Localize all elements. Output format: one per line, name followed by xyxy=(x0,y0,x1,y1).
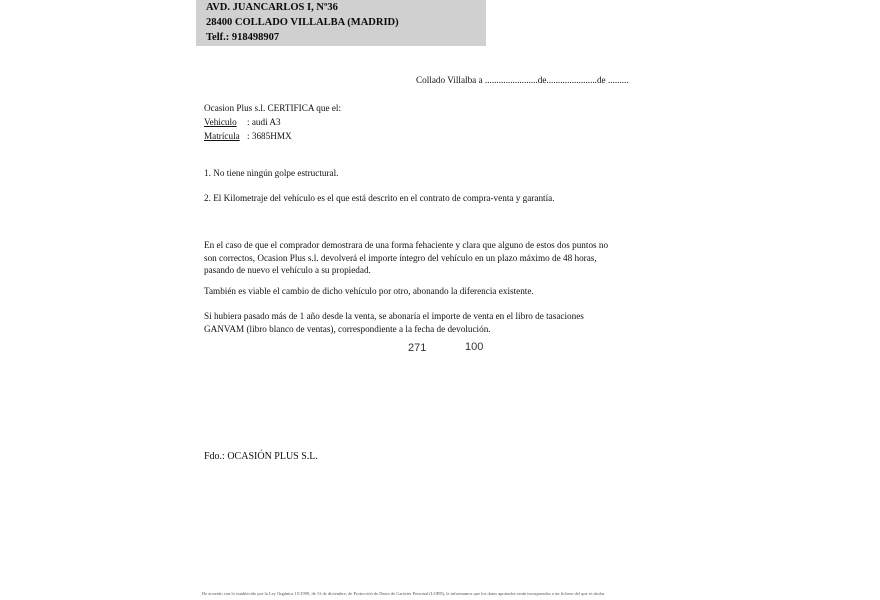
vehicle-row xyxy=(204,117,281,127)
legal-footer: De acuerdo con lo establecido por la Ley Orgánica 15/1999, de 13 de diciembre, de Protección de Datos de Carácter Personal (LOPD), le informamos que los datos aportados serán incorporados a un fichero del que es titular xyxy=(202,591,605,596)
point-2: 2. El Kilometraje del vehículo es el que está descrito en el contrato de compra-venta y garantía. xyxy=(204,193,555,203)
vehicle-label: Vehiculo xyxy=(204,117,237,127)
year-line-2: GANVAM (libro blanco de ventas), correspondiente a la fecha de devolución. xyxy=(204,323,491,334)
vehicle-value: : audi A3 xyxy=(246,117,281,127)
date-line: Collado Villalba a .......................de......................de ......... xyxy=(416,75,629,85)
phone-line: Telf.: 918498907 xyxy=(206,32,280,43)
certifies-heading: Ocasion Plus s.l. CERTIFICA que el: xyxy=(204,103,342,113)
refund-line-1: En el caso de que el comprador demostrara de una forma fehaciente y clara que alguno de estos dos puntos no xyxy=(204,240,609,250)
point-1: 1. No tiene ningún golpe estructural. xyxy=(204,168,339,178)
year-paragraph xyxy=(204,310,684,335)
exchange-paragraph: También es viable el cambio de dicho vehículo por otro, abonando la diferencia existente. xyxy=(204,286,534,296)
letterhead-box xyxy=(196,0,486,46)
refund-line-3: pasando de nuevo el vehículo a su propiedad. xyxy=(204,265,371,275)
address-line-1: AVD. JUANCARLOS I, Nº36 xyxy=(206,2,338,13)
refund-paragraph xyxy=(204,239,684,277)
overlay-number-left: 271 xyxy=(408,342,427,354)
overlay-number-right: 100 xyxy=(465,341,484,353)
address-line-2: 28400 COLLADO VILLALBA (MADRID) xyxy=(206,17,399,28)
refund-line-2: son correctos, Ocasion Plus s.l. devolverá el importe íntegro del vehículo en un plazo máximo de 48 horas, xyxy=(204,252,597,263)
plate-row xyxy=(204,131,292,141)
plate-value: : 3685HMX xyxy=(247,131,292,141)
signature-line: Fdo.: OCASIÓN PLUS S.L. xyxy=(204,451,318,462)
year-line-1: Si hubiera pasado más de 1 año desde la venta, se abonaría el importe de venta en el libro de tasaciones xyxy=(204,311,584,321)
plate-label: Matrícula xyxy=(204,131,240,141)
